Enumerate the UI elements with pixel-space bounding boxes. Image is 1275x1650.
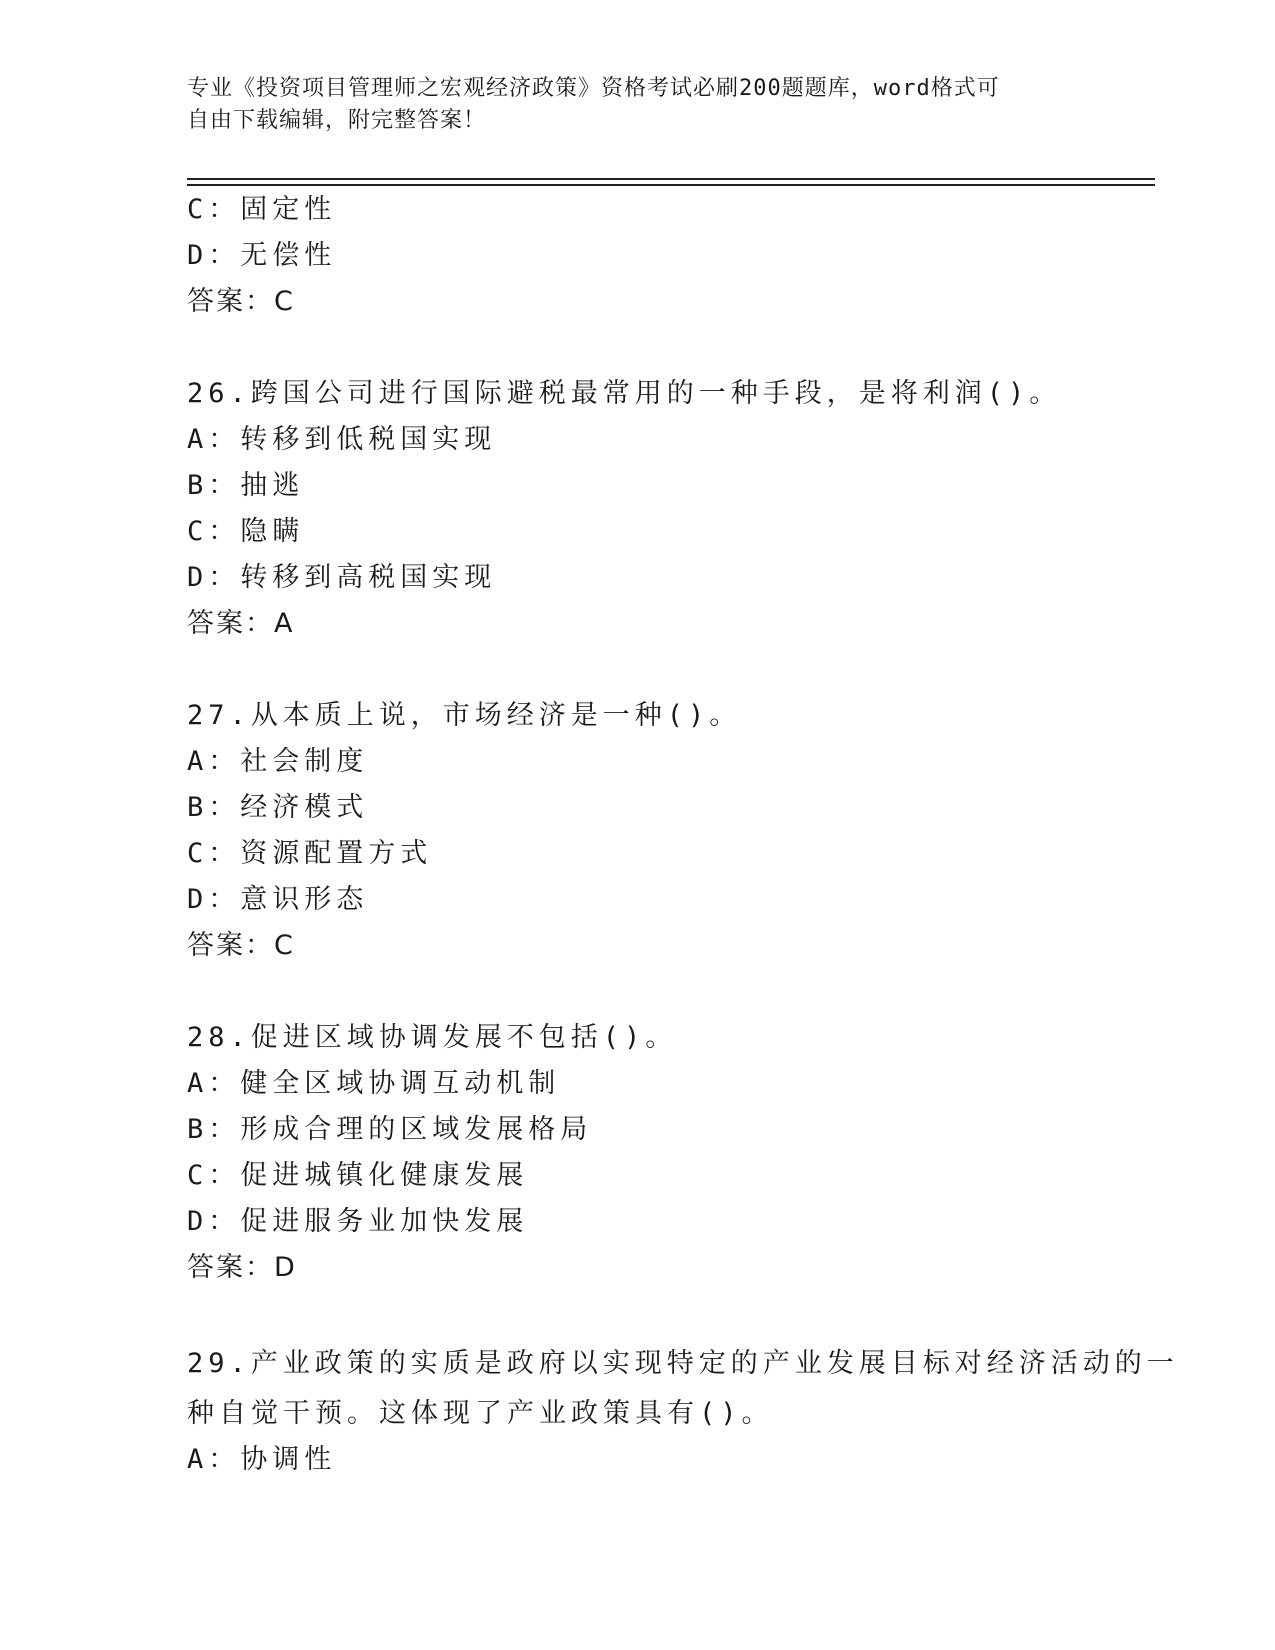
header-line-2: 自由下载编辑，附完整答案！ <box>187 108 487 133</box>
document-header <box>187 73 1067 137</box>
header-divider-top <box>187 178 1155 180</box>
document-body <box>187 187 1179 1483</box>
option-d: D：无偿性 <box>187 240 337 271</box>
question-28-answer: 答案：D <box>187 1252 297 1283</box>
question-26-option-a: A：转移到低税国实现 <box>187 424 497 455</box>
question-29-stem-line-1: 29.产业政策的实质是政府以实现特定的产业发展目标对经济活动的一 <box>187 1348 1179 1379</box>
question-27-option-c: C：资源配置方式 <box>187 838 433 869</box>
question-26-answer: 答案：A <box>187 608 295 639</box>
question-28-stem: 28.促进区域协调发展不包括()。 <box>187 1022 678 1053</box>
question-27-answer: 答案：C <box>187 930 295 961</box>
question-29-stem-line-2: 种自觉干预。这体现了产业政策具有()。 <box>187 1398 774 1429</box>
question-26-option-c: C：隐瞒 <box>187 516 305 547</box>
question-27-option-b: B：经济模式 <box>187 792 369 823</box>
header-divider-bottom <box>187 184 1155 186</box>
question-26-option-b: B：抽逃 <box>187 470 305 501</box>
header-line-1: 专业《投资项目管理师之宏观经济政策》资格考试必刷200题题库，word格式可 <box>187 76 1000 101</box>
question-29-option-a: A：协调性 <box>187 1444 337 1475</box>
question-28-option-b: B：形成合理的区域发展格局 <box>187 1114 593 1145</box>
question-28-option-c: C：促进城镇化健康发展 <box>187 1160 529 1191</box>
answer: 答案：C <box>187 286 295 317</box>
option-c: C：固定性 <box>187 194 337 225</box>
question-26-stem: 26.跨国公司进行国际避税最常用的一种手段，是将利润()。 <box>187 378 1062 409</box>
question-28-option-d: D：促进服务业加快发展 <box>187 1206 529 1237</box>
question-27-option-d: D：意识形态 <box>187 884 369 915</box>
question-28-option-a: A：健全区域协调互动机制 <box>187 1068 561 1099</box>
question-26-option-d: D：转移到高税国实现 <box>187 562 497 593</box>
question-27-stem: 27.从本质上说，市场经济是一种()。 <box>187 700 742 731</box>
question-27-option-a: A：社会制度 <box>187 746 369 777</box>
